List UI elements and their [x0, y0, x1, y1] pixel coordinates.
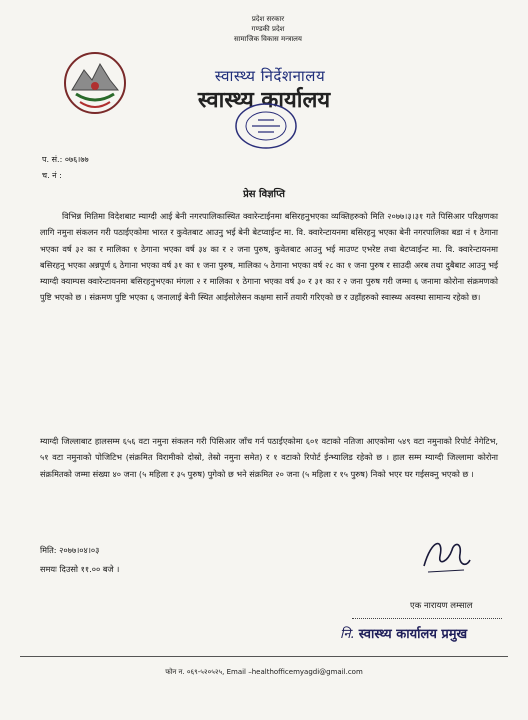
signer-name: एक नारायण लम्साल [410, 601, 473, 611]
release-time: समयः दिउसो ११.०० बजे । [40, 564, 120, 574]
signer-designation [340, 624, 467, 642]
handwritten-signature-icon [418, 532, 474, 578]
ministry-line: सामाजिक विकास मन्त्रालय [234, 35, 302, 43]
page-title: प्रेस विज्ञप्ति [243, 189, 285, 200]
government-line: प्रदेश सरकार [251, 15, 285, 23]
footer-divider [20, 656, 508, 657]
office-seal-icon [228, 100, 304, 152]
release-date: मिति: २०७७।०४।०३ [40, 545, 100, 555]
designation-text: स्वास्थ्य कार्यालय प्रमुख [358, 627, 468, 642]
letterhead-lines [0, 14, 528, 44]
signature-divider [352, 618, 502, 620]
office-name: स्वास्थ्य कार्यालय [197, 88, 331, 113]
province-line: गण्डकी प्रदेश [251, 25, 285, 33]
designation-prefix: नि. [340, 627, 355, 642]
footer-contact: फोन न. ०६९-५२०५२५, Email –healthofficemyagdi@gmail.com [165, 668, 363, 676]
paragraph-summary: म्याग्दी जिल्लाबाट हालसम्म ६५६ वटा नमुना संकलन गरी पिसिआर जाँच गर्न पठाईएकोमा ६०१ वटाको नतिजा आएकोमा ५४९ वटा नमुनाको रिपोर्ट नेगेटिभ, ५१ वटा नमुनाको पोजिटिभ (संक्रमित विरामीको दोस्रो, तेस्रो नमुना समेत) र १ वटाको रिपोर्ट ईन्भ्यालिड रहेको छ । हाल सम्म म्याग्दी जिल्लामा कोरोना संक्रमितको जम्मा संख्या ४० जना (५ महिला र ३५ पुरुष) पुगेको छ भने संक्रमित २० जना (५ महिला र १५ पुरुष) निको भएर घर गईसक्नु भएको छ । [40, 436, 498, 479]
letter-number: प. सं.: ०७६।७७ [42, 155, 89, 164]
paragraph-cases: विभिन्न मितिमा विदेशबाट म्याग्दी आई बेनी नगरपालिकास्थित क्वारेन्टाईनमा बसिरहनुभएका व्यक्तिहरुको मिति २०७७।३।३१ गते पिसिआर परिक्षणका लागि नमुना संकलन गरी पठाईएकोमा भारत र कुवेतबाट आउनु भई बेनी बेटप्वाईन्ट मा. वि. क्वारेन्टायनमा बसिरहनु भएका बेनी नगरपालिका बडा नं १ ठेगाना भएका वर्ष ३२ का र मालिका १ ठेगाना भएका वर्ष ३४ का र २ जना पुरुष, कुवेतबाट आउनु भई माउण्ट एभरेष्ट तथा बेटप्वाईन्ट मा. वि. क्वारेन्टायनमा बसिरहनु भएका अन्नपूर्ण ६ ठेगाना भएका वर्ष ३१ का १ जना पुरुष, मालिका ५ ठेगाना भएका वर्ष २८ का १ जना पुरुष र साउदी अरब तथा दुबैबाट आउनु भई म्याग्दी क्याम्पस क्वारेन्टायनमा बसिरहनुभएका मंगला २ र मालिका १ ठेगाना भएका वर्ष ३० र ३१ का र २ जना पुरुष गरी जम्मा ६ जनामा कोरोना संक्रमणको पुष्टि भएको छ । संक्रमण पुष्टि भएका ६ जनालाई बेनी स्थित आईसोलेसन कक्षमा सार्ने तयारी गरिएको छ र उहाँहरुको स्वास्थ्य अवस्था सामान्य रहेको छ। [40, 211, 498, 303]
department-name: स्वास्थ्य निर्देशनालय [214, 67, 326, 85]
dispatch-number: च. नं : [42, 171, 62, 180]
